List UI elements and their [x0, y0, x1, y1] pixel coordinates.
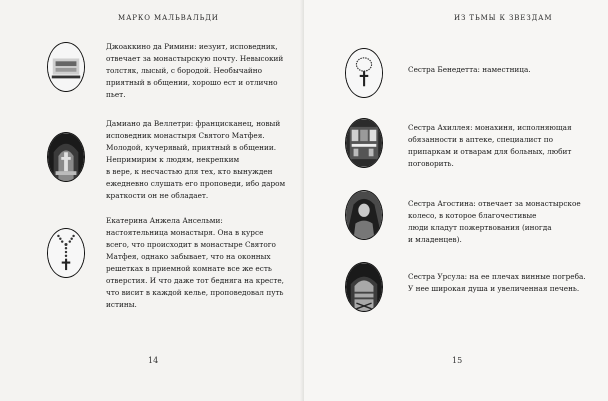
- text-line: припаркам и отварам для больных, любит: [408, 147, 572, 156]
- text-line: краткости он не обладает.: [106, 191, 209, 200]
- text-line: люди кладут пожертвования (иногда: [408, 223, 552, 232]
- text-line: колесо, в которое благочестивые: [408, 211, 537, 220]
- entry-description: [106, 215, 300, 311]
- text-line: Сестра Агостина: отвечает за монастырское: [408, 199, 581, 208]
- text-line: отверстия. И что даже тот бедняга на кресте,: [106, 276, 285, 285]
- text-line: всего, что происходит в монастыре Святого: [106, 240, 276, 249]
- nun-icon: [345, 190, 383, 240]
- entry-description: [408, 198, 602, 246]
- cellar-icon: [345, 262, 383, 312]
- entry-description: [408, 271, 602, 295]
- text-line: Джоаккино да Римини: иезуит, исповедник,: [106, 42, 278, 51]
- rosary-icon: [47, 228, 85, 278]
- text-line: истины.: [106, 300, 137, 309]
- text-line: Молодой, кучерявый, приятный в общении.: [106, 143, 277, 152]
- running-head: МАРКО МАЛЬВАЛЬДИ: [118, 14, 219, 22]
- text-line: Дамиано да Веллетри: францисканец, новый: [106, 119, 281, 128]
- text-line: Матфея, однако забывает, что на оконных: [106, 252, 271, 261]
- text-line: Екатерина Анжела Ансельми:: [106, 216, 223, 225]
- text-line: решетках в приемной комнате все же есть: [106, 264, 272, 273]
- text-line: Непримирим к людям, некрепким: [106, 155, 240, 164]
- text-line: толстяк, лысый, с бородой. Необычайно: [106, 66, 263, 75]
- entry-description: [106, 41, 296, 101]
- text-line: Сестра Урсула: на ее плечах винные погреба.: [408, 272, 586, 281]
- page-number: 14: [148, 356, 159, 365]
- text-line: и младенцев).: [408, 235, 462, 244]
- text-line: Сестра Бенедетта: наместница.: [408, 65, 531, 74]
- text-line: поговорить.: [408, 159, 454, 168]
- rosary-icon: [345, 48, 383, 98]
- entry-description: [106, 118, 300, 202]
- entry-description: [408, 64, 598, 76]
- text-line: обязанности в аптеке, специалист по: [408, 135, 554, 144]
- photo-icon: [47, 42, 85, 92]
- chapel-icon: [47, 132, 85, 182]
- text-line: в вере, к несчастью для тех, кто вынужден: [106, 167, 273, 176]
- pharmacy-icon: [345, 118, 383, 168]
- right-page: [304, 0, 608, 401]
- running-head: ИЗ ТЬМЫ К ЗВЕЗДАМ: [454, 14, 553, 22]
- text-line: настоятельница монастыря. Она в курсе: [106, 228, 264, 237]
- text-line: пьет.: [106, 90, 126, 99]
- text-line: У нее широкая душа и увеличенная печень.: [408, 284, 580, 293]
- text-line: Сестра Ахиллея: монахиня, исполняющая: [408, 123, 572, 132]
- entry-description: [408, 122, 602, 170]
- text-line: отвечает за монастырскую почту. Невысокий: [106, 54, 284, 63]
- text-line: приятный в общении, хорошо ест и отлично: [106, 78, 278, 87]
- page-number: 15: [452, 356, 463, 365]
- text-line: что висит в каждой келье, проповедовал путь: [106, 288, 284, 297]
- text-line: исповедник монастыря Святого Матфея.: [106, 131, 265, 140]
- text-line: ежедневно слушать его проповеди, ибо даром: [106, 179, 286, 188]
